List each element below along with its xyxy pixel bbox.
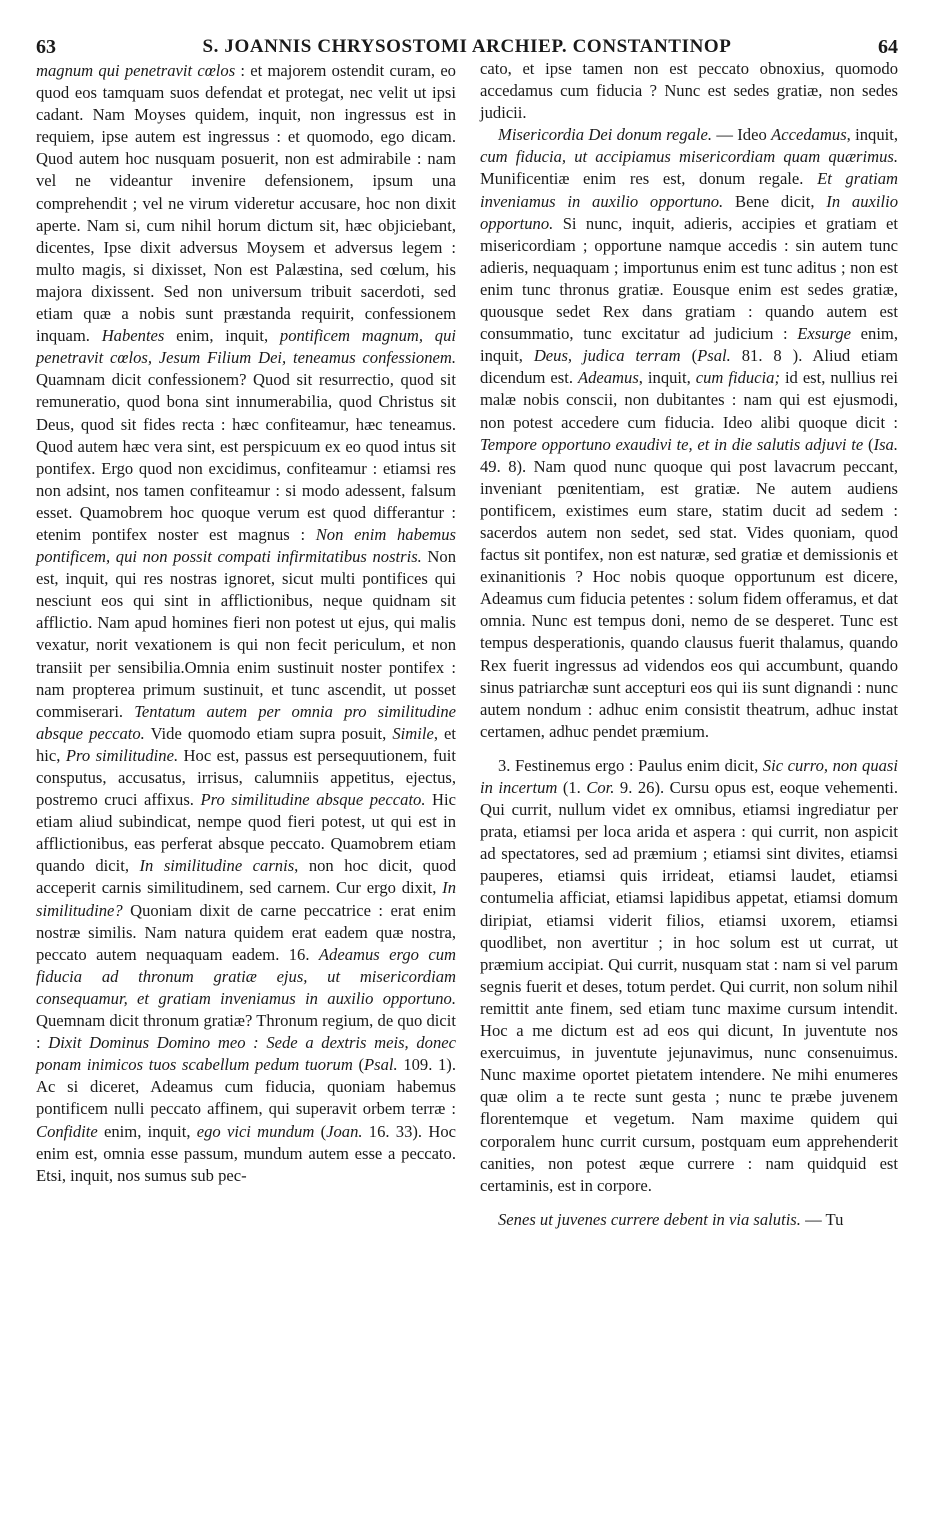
paragraph — [480, 58, 898, 124]
text-run: enim, inquit, — [97, 1121, 197, 1141]
italic-text: Psal. — [364, 1055, 398, 1075]
running-title: S. JOANNIS CHRYSOSTOMI ARCHIEP. CONSTANTINOP — [202, 36, 732, 57]
italic-text: Tentatum autem per omnia pro similitudine absque peccato. — [36, 701, 456, 743]
italic-text: Pro similitudine. — [65, 745, 179, 765]
text-run: Quoniam dixit de carne peccatrice : erat enim nostræ similis. Nam natura quidem erat eadem quæ nostra, peccato autem nequaquam eadem. 16. — [36, 900, 456, 964]
text-run: Si nunc, inquit, adieris, accipies et gratiam et misericordiam ; opportune namque accedis : sin autem tunc adieris, nequaquam ; importunus enim est tunc aditus ; non est enim tunc thronus gratiæ. Eousque enim est sedes gratiæ, quousque sedet Rex dans gratiam : quando autem est consummatio, tunc excitatur ad judicium : — [480, 213, 898, 344]
text-run: — Ideo — [712, 125, 772, 145]
text-run: Hoc est, passus est persequutionem, fuit consputus, accusatus, irrisus, calumniis appetitus, ejectus, postremo cruci affixus. — [36, 745, 456, 810]
text-run: — Tu — [800, 1209, 844, 1229]
italic-text: magnum qui penetravit cœlos — [36, 61, 236, 80]
italic-text: Non enim habemus pontificem, qui non possit compati infirmitatibus nostris. — [36, 524, 456, 567]
italic-text: Habentes — [101, 326, 165, 346]
italic-text: Confidite — [36, 1121, 98, 1141]
italic-text: Pro similitudine absque peccato. — [200, 790, 426, 810]
paragraph-gap — [480, 1197, 898, 1209]
paragraph — [480, 124, 898, 743]
italic-text: cum fiducia, ut accipiamus misericordiam quam quærimus. — [480, 147, 898, 167]
italic-text: Deus, judica terram — [533, 346, 681, 366]
italic-text: Joan. — [326, 1121, 363, 1141]
italic-text: Cor. — [586, 778, 615, 797]
text-run: ( — [680, 346, 698, 366]
italic-text: In similitudine carnis — [139, 856, 295, 876]
italic-text: cum fiducia; — [695, 368, 780, 388]
text-run: : et majorem ostendit curam, eo quod eos tamquam suos defendat et protegat, nec velit ut ipsi cadant. Nam Moyses quidem, inquit, non ingressus est in requiem, ipse autem est ingressus : et quomodo, ego dicam. Quod autem hoc nusquam posuerit, non est admirabile : nam vel ne videantur invenire defensionem, ipsum una comprehendit ; vel ne virum videretur accusare, hoc non dixit aperte. Nam si, cum nihil horum dictum sit, hæc objiciebant, dicentes, Ipse dixit adversus Moysem et adversus legem : multo magis, si dixisset, Non est Palæstina, sed cœlum, his majora dixissent. Sed non universum tribuit sacerdoti, sed etiam quæ a nobis sunt præstanda requirit, confessionem inquam. — [36, 61, 456, 346]
paragraph — [480, 1209, 898, 1231]
text-run: enim, inquit, — [480, 324, 898, 366]
text-run: 16. 33). Hoc enim est, omnia esse passum, mundum autem esse a peccato. Etsi, inquit, nos sumus sub pec- — [36, 1121, 456, 1185]
italic-text: Tempore opportuno exaudivi te, et in die salutis adjuvi te — [480, 434, 864, 454]
text-run: 9. 26). Cursu opus est, eoque vehementi. Qui currit, nullum videt ex omnibus, etiamsi ingrediatur per prata, etiamsi per loca arida et aspera : qui currit, non aspicit ad spectatores, sed ad præmium ; etiamsi sint divites, etiamsi pauperes, etiamsi quis irrideat, etiamsi laudet, etiamsi contumelia afficiat, etiamsi lapidibus appetat, etiamsi domum diripiat, etiamsi viderit filios, etiamsi uxorem, etiamsi quodlibet, non avertitur ; in hoc solum est ut currat, ut præmium accipiat. Qui currit, nusquam stat : nam si vel parum segnis fuerit et deses, totum perdet. Qui currit, non solum nihil remittit ante finem, sed etiam tunc maxime cursum intendit. Hoc a me dictum est ad eos qui dicunt, In juventute nos exercuimus, in juventute jejunavimus, nunc consenuimus. Nunc maxime oportet pietatem intendere. Ne mihi enumeres quæ olim a te recte sunt gesta ; nunc te præbe juvenem florentemque et vegetum. Nam maxime quidem qui corporalem hunc currit cursum, postquam eum apprehenderit canities, non potest æque currere : nam quidquid est certaminis, est in corpore. — [480, 778, 898, 1195]
page-header — [36, 34, 898, 60]
italic-text: pontificem magnum, qui penetravit cœlos, Jesum Filium Dei, teneamus confessionem. — [36, 326, 456, 368]
italic-text: Exsurge — [797, 324, 852, 344]
text-run: 49. 8). Nam quod nunc quoque qui post lavacrum peccant, inveniant pœnitentiam, est gratiæ. Ne autem audiens pontificem, existimes eum stare, statim ducit ad sedem : sacerdos autem non sedet, sed stat. Vides quoniam, quod factus sit pontifex, non est naturæ, sed gratiæ et demissionis et exinanitionis ? Hoc nobis quoque opportunum est dicere, Adeamus cum fiducia petentes : solum fidem offeramus, et dat omnia. Nunc est tempus doni, nemo de se desperet. Tunc est tempus desperationis, quando clausus fuerit thalamus, quando Rex fuerit ingressus ad videndos eos qui accumbunt, quando sinus patriarchæ sunt accepturi eos qui iis sunt dignandi : nunc autem nondum : adhuc enim consistit theatrum, adhuc instat certamen, adhuc pendet præmium. — [480, 456, 898, 741]
left-page-number: 63 — [36, 35, 56, 58]
text-run: Non est, inquit, qui res nostras ignoret, sicut multi pontifices qui nesciunt eos qui sint in afflictionibus, neque quidnam sit afflictio. Nam apud homines fieri non potest ut ejus, qui malis vexatur, norit vexationem is qui non fecit periculum, et non transiit per sensibilia.Omnia enim sustinuit noster pontifex : nam propterea primum sustinuit, et tunc ascendit, ut posset commiserari. — [36, 547, 456, 721]
italic-text: Dixit Dominus Domino meo : Sede a dextris meis, donec ponam inimicos tuos scabellum pedum tuorum — [36, 1033, 456, 1075]
italic-text: ego vici mundum — [196, 1121, 315, 1141]
paragraph-gap — [480, 743, 898, 755]
text-run: Vide quomodo etiam supra posuit, — [144, 723, 393, 743]
text-run: ( — [314, 1121, 327, 1141]
italic-text: Adeamus — [577, 368, 639, 388]
italic-text: Senes ut juvenes currere debent in via salutis. — [498, 1209, 801, 1229]
text-run: ( — [352, 1055, 364, 1075]
text-run: 109. 1). Ac si diceret, Adeamus cum fiducia, quoniam habemus pontificem nulli peccato affinem, qui superavit orbem terræ : — [36, 1055, 456, 1119]
italic-text: Adeamus ergo cum fiducia ad thronum gratiæ ejus, ut misericordiam consequamur, et gratiam inveniamus in auxilio opportuno. — [36, 944, 456, 1008]
text-run: Quemnam dicit thronum gratiæ? Thronum regium, de quo dicit : — [36, 1011, 456, 1053]
text-run: Bene dicit, — [723, 191, 827, 211]
text-run: id est, nullius rei malæ nobis conscii, non dubitantes : nam qui est ejusmodi, non potest accedere cum fiducia. Ideo alibi quoque dicit : — [480, 368, 898, 432]
italic-text: Accedamus — [771, 125, 847, 145]
text-run: Quamnam dicit confessionem? Quod sit resurrectio, quod sit remuneratio, quod bona sint innumerabilia, quod Christus sit Deus, quod sit fides recta : hæc confiteamur, hæc teneamus. Quod autem hæc vera sint, est perspicuum ex eo quod intus sit pontifex. Ergo quod non excidimus, confiteamur : etiamsi res non adsint, nos tamen confiteamur : si modo adessent, falsum esset. Quamobrem hoc quoque verum est quod differantur : etenim pontifex noster est magnus : — [36, 370, 456, 544]
text-run: (1. — [557, 778, 587, 797]
text-run: cato, et ipse tamen non est peccato obnoxius, quomodo accedamus cum fiducia ? Nunc est sedes gratiæ, non sedes judicii. — [480, 59, 898, 123]
text-run: , non hoc dicit, quod acceperit carnis similitudinem, sed carnem. Cur ergo dixit, — [36, 856, 456, 898]
italic-text: Et gratiam inveniamus in auxilio opportuno. — [480, 169, 898, 211]
italic-text: In auxilio opportuno. — [480, 191, 898, 233]
text-run: 81. 8 ). Aliud etiam dicendum est. — [480, 346, 898, 388]
italic-text: Sic curro, non quasi in incertum — [480, 755, 898, 797]
right-page-number: 64 — [877, 35, 898, 58]
text-run: , et hic, — [36, 723, 456, 765]
text-run: ( — [863, 434, 874, 454]
italic-text: Misericordia Dei donum regale. — [498, 125, 713, 145]
text-run: Munificentiæ enim res est, donum regale. — [480, 169, 818, 189]
left-column — [36, 60, 456, 1187]
italic-text: In similitudine? — [36, 878, 456, 920]
italic-text: Simile — [392, 723, 434, 743]
text-run: , inquit, — [846, 125, 899, 145]
italic-text: Isa. — [873, 434, 898, 454]
text-run: enim, inquit, — [164, 326, 280, 346]
paragraph — [36, 60, 456, 1187]
text-run: 3. Festinemus ergo : Paulus enim dicit, — [498, 755, 763, 775]
italic-text: Psal. — [697, 346, 731, 366]
text-run: Hic etiam aliud subindicat, nempe quod fieri potest, ut qui est in afflictionibus, eas perferat absque peccato. Quamobrem etiam quando dicit, — [36, 790, 457, 876]
right-column — [480, 58, 898, 1231]
paragraph — [480, 755, 898, 1197]
text-run: , inquit, — [638, 368, 696, 388]
